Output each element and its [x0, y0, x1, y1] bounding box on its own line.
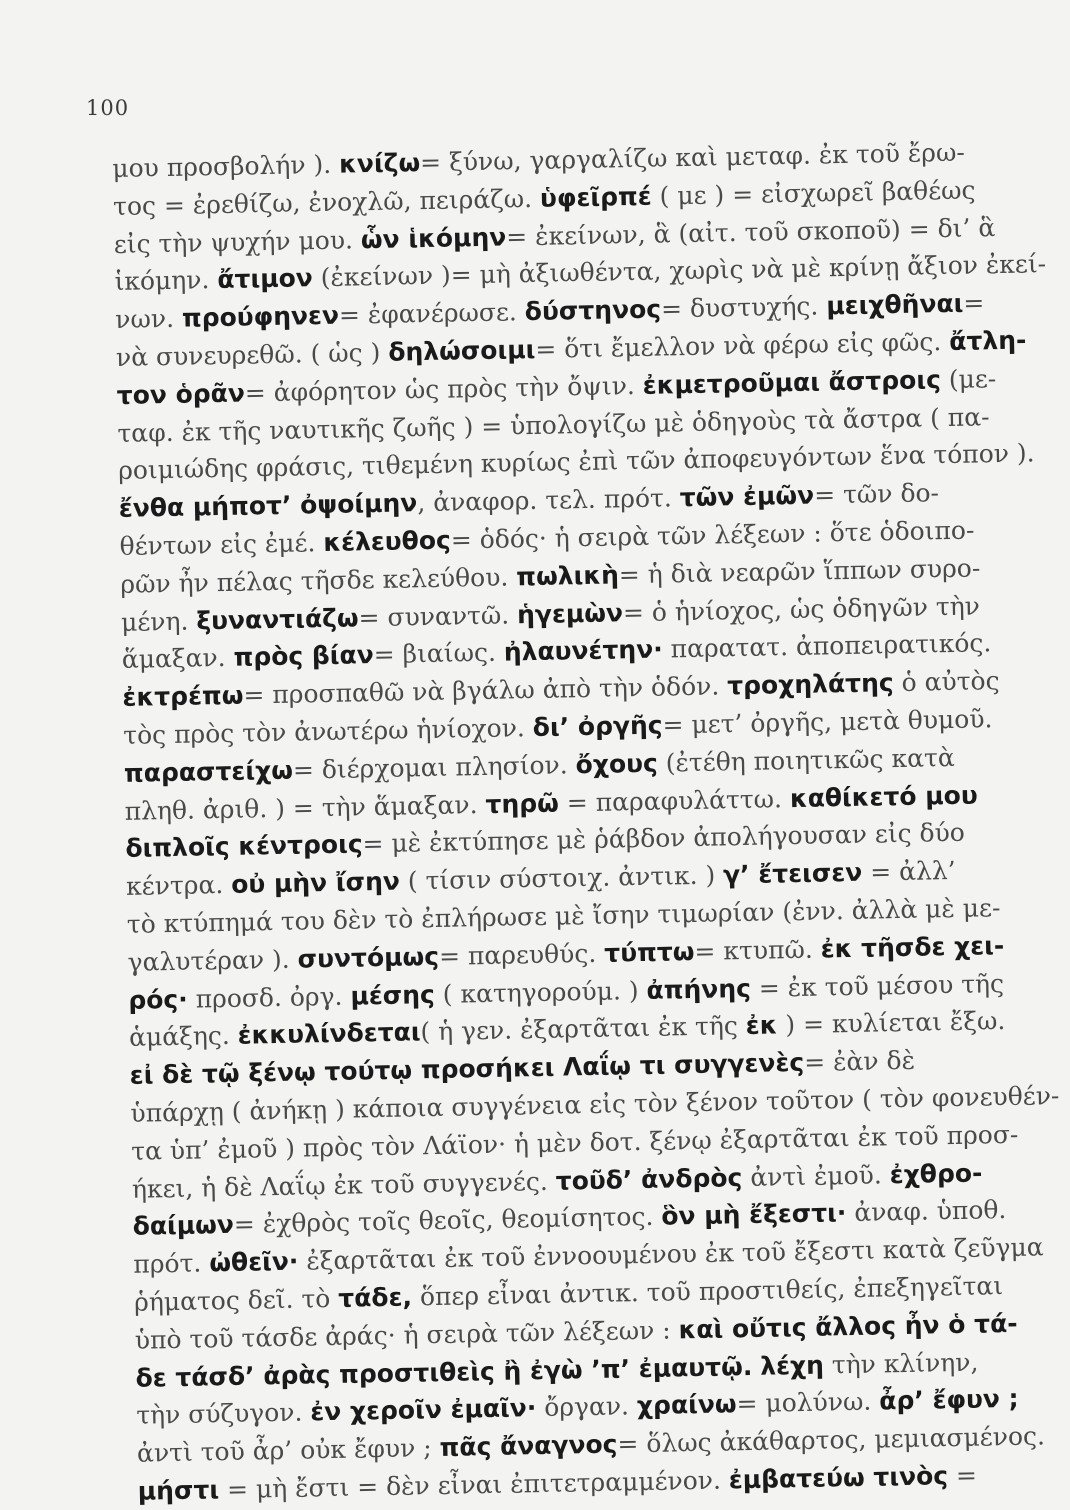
gloss-text: = παρευθύς.: [438, 938, 605, 971]
gloss-text: = μὲ ἐκτύπησε μὲ ῥάβδον ἀπολήγουσαν εἰς δύο: [362, 818, 966, 859]
gloss-text: ὅπερ εἶναι ἀντικ. τοῦ προστιθείς, ἐπεξηγεῖται: [411, 1271, 1004, 1312]
gloss-text: ) = κυλίεται ἔξω.: [777, 1006, 1006, 1040]
headword: δηλώσοιμι: [388, 334, 536, 367]
gloss-text: μου προσβολήν ).: [112, 149, 340, 183]
gloss-text: ἀντὶ τοῦ ἆρ’ οὐκ ἔφυν ;: [136, 1433, 440, 1468]
gloss-text: παρατατ. ἀποπειρατικός.: [662, 628, 992, 664]
headword: ἐκτρέπω: [122, 680, 244, 713]
gloss-text: ταφ. ἐκ τῆς ναυτικῆς ζωῆς ) = ὑπολογίζω μὲ ὁδηγοὺς τὰ ἄστρα ( πα-: [117, 401, 990, 448]
headword: μειχθῆναι: [826, 288, 964, 321]
headword: τῶν ἐμῶν: [679, 480, 815, 513]
gloss-text: = μὴ ἔστι = δὲν εἶναι ἐπιτετραμμένον.: [218, 1465, 730, 1505]
headword: ὑφεῖρπέ: [539, 181, 652, 213]
headword: ἐμβατεύω τινὸς: [728, 1461, 949, 1495]
gloss-text: μένη.: [120, 606, 197, 637]
gloss-text: εἰς τὴν ψυχήν μου.: [113, 224, 362, 259]
headword: τοῦδ’ ἀνδρὸς: [555, 1162, 743, 1196]
headword: δε τάσδ’ ἀρὰς προστιθεὶς ἢ ἐγὼ ’π’ ἐμαυτῷ.: [135, 1351, 753, 1393]
gloss-text: ἀναφ. ὑποθ.: [846, 1195, 1007, 1228]
gloss-text: (ἐκείνων )= μὴ ἀξιωθέντα, χωρὶς νὰ μὲ κρίνῃ ἄξιον ἐκεί-: [312, 249, 1047, 293]
gloss-text: = ὅτι ἔμελλον νὰ φέρω εἰς φῶς.: [535, 326, 950, 364]
gloss-text: = ὁ ἡνίοχος, ὡς ὁδηγῶν τὴν: [622, 590, 981, 627]
headword: εἰ δὲ τῷ ξένῳ τούτῳ προσήκει Λαΐῳ τι συγγενὲς: [129, 1048, 805, 1090]
gloss-text: προσδ. ὀργ.: [187, 981, 351, 1014]
headword: ἄτιμον: [217, 263, 314, 295]
headword: χραίνω: [636, 1389, 737, 1421]
gloss-text: = βιαίως.: [373, 637, 505, 670]
gloss-text: ἐξαρτᾶται ἐκ τοῦ ἐννοουμένου ἐκ τοῦ ἔξεστι κατὰ ζεῦγμα: [298, 1232, 1044, 1276]
headword: τύπτω: [603, 936, 695, 968]
gloss-text: πληθ. ἀριθ. ) = τὴν ἅμαξαν.: [124, 789, 486, 826]
headword: μέσης: [350, 979, 436, 1011]
gloss-text: νων.: [114, 303, 183, 335]
gloss-text: ὑπάρχῃ ( ἀνήκῃ ) κάποια συγγένεια εἰς τὸν ξένον τοῦτον ( τὸν φονευθέν-: [130, 1080, 1060, 1128]
headword: ἔνθα μήποτ’ ὀψοίμην: [118, 488, 418, 524]
gloss-text: = ὁδός· ἡ σειρὰ τῶν λέξεων : ὅτε ὁδοιπο-: [450, 515, 975, 555]
gloss-text: τὴν σύζυγον.: [136, 1397, 311, 1431]
headword: ὠθεῖν·: [209, 1246, 299, 1278]
gloss-text: τὸ κτύπημά του δὲν τὸ ἐπλήρωσε μὲ ἴσην τιμωρίαν (ἐνν. ἀλλὰ μὲ με-: [126, 893, 1001, 939]
gloss-text: = ξύνω, γαργαλίζω καὶ μεταφ. ἐκ τοῦ ἔρω-: [419, 137, 966, 178]
headword: δαίμων: [132, 1210, 235, 1242]
gloss-text: = ἀφόρητον ὡς πρὸς τὴν ὄψιν.: [244, 370, 644, 408]
headword: κνίζω: [338, 148, 421, 179]
glossary-text-block: [112, 133, 1060, 1510]
gloss-text: ( με ) = εἰσχωρεῖ βαθέως: [651, 175, 976, 211]
gloss-text: = προσπαθῶ νὰ βγάλω ἀπὸ τὴν ὁδόν.: [243, 671, 728, 710]
gloss-text: ὑπὸ τοῦ τάσδε ἀράς· ἡ σειρὰ τῶν λέξεων :: [134, 1315, 679, 1355]
gloss-text: θέντων εἰς ἐμέ.: [119, 527, 324, 561]
headword: ἄτλη-: [948, 325, 1027, 356]
gloss-text: ῥήματος δεῖ. τὸ: [133, 1283, 339, 1317]
gloss-text: ὄργαν.: [536, 1391, 638, 1423]
gloss-text: τὸς πρὸς τὸν ἀνωτέρω ἡνίοχον.: [122, 712, 534, 750]
gloss-text: νὰ συνευρεθῶ. ( ὡς ): [115, 337, 389, 372]
gloss-text: τα ὑπ’ ἐμοῦ ) πρὸς τὸν Λάϊον· ἡ μὲν δοτ. ξένῳ ἐξαρτᾶται ἐκ τοῦ προσ-: [130, 1119, 1019, 1166]
headword: τον ὁρᾶν: [116, 378, 246, 410]
gloss-text: = ἐφανέρωσε.: [338, 297, 526, 330]
gloss-text: ( κατηγορούμ. ): [434, 975, 647, 1009]
headword: λέχη: [759, 1350, 825, 1381]
headword: πρὸς βίαν: [233, 640, 375, 673]
gloss-text: κέντρα.: [125, 869, 232, 902]
headword: ἐκ τῆσδε χει-: [820, 930, 1005, 964]
headword: τροχηλάτης: [726, 668, 894, 701]
headword: ἐκ: [745, 1010, 778, 1041]
gloss-text: = συναντῶ.: [358, 599, 518, 632]
headword: ἐκκυλίνδεται: [237, 1017, 421, 1051]
gloss-text: = κτυπῶ.: [694, 934, 822, 966]
headword: ὄχους: [575, 748, 659, 779]
headword: πᾶς ἄναγνος: [439, 1429, 618, 1463]
gloss-text: ροιμιώδης φράσις, τιθεμένη κυρίως ἐπὶ τῶν ἀποφευγόντων ἕνα τόπον ).: [117, 438, 1035, 486]
headword: ἆρ’ ἔφυν ;: [878, 1384, 1019, 1416]
headword: ἠλαυνέτην·: [503, 634, 663, 667]
headword: καθίκετό μου: [789, 780, 978, 813]
gloss-text: ρῶν ἦν πέλας τῆσδε κελεύθου.: [120, 562, 517, 599]
headword: ἐν χεροῖν ἐμαῖν·: [310, 1393, 537, 1427]
headword: συντόμως: [297, 941, 440, 974]
page-number: 100: [86, 96, 130, 120]
headword: πωλικὴ: [515, 560, 620, 592]
gloss-text: ( τίσιν σύστοιχ. ἀντικ. ): [399, 860, 724, 896]
gloss-text: τὴν κλίνην,: [823, 1347, 979, 1380]
gloss-text: =: [963, 288, 985, 318]
gloss-text: (ἐτέθη ποιητικῶς κατὰ: [657, 742, 955, 778]
headword: ξυναντιάζω: [196, 602, 359, 636]
gloss-text: = τῶν δο-: [813, 478, 940, 510]
gloss-text: = μολύνω.: [736, 1386, 880, 1419]
gloss-text: ήκει, ἡ δὲ Λαΐῳ ἐκ τοῦ συγγενές.: [131, 1166, 556, 1204]
gloss-text: = ἐχθρὸς τοῖς θεοῖς, θεομίσητος.: [233, 1201, 662, 1240]
headword: ἐχθρο-: [889, 1157, 983, 1189]
headword: ρός·: [128, 984, 188, 1015]
gloss-text: γαλυτέραν ).: [127, 944, 298, 977]
gloss-text: τος = ἐρεθίζω, ἐνοχλῶ, πειράζω.: [112, 183, 541, 221]
headword: μήστι: [137, 1475, 220, 1506]
headword: οὐ μὴν ἴσην: [230, 866, 401, 899]
gloss-text: πρότ.: [133, 1248, 210, 1279]
headword: καὶ οὔτις ἄλλος ἦν ὁ τά-: [678, 1308, 1018, 1345]
headword: τηρῶ: [485, 788, 560, 819]
gloss-text: ἁμάξης.: [128, 1021, 238, 1053]
gloss-text: , ἀναφορ. τελ. πρότ.: [417, 483, 680, 518]
headword: ἀπήνης: [646, 973, 752, 1005]
gloss-text: = ἐκείνων, ἃ (αἰτ. τοῦ σκοποῦ) = δι’ ἃ: [505, 212, 996, 252]
gloss-text: = δυστυχής.: [660, 291, 827, 324]
gloss-text: ἱκόμην.: [114, 265, 218, 297]
headword: ἐκμετροῦμαι ἄστροις: [642, 364, 942, 400]
gloss-text: (με-: [940, 363, 997, 394]
gloss-text: = ἐκ τοῦ μέσου τῆς: [750, 968, 1005, 1003]
gloss-text: ( ἡ γεν. ἐξαρτᾶται ἐκ τῆς: [420, 1011, 747, 1047]
gloss-text: = ἐὰν δὲ: [803, 1045, 916, 1078]
gloss-text: = ἀλλ’: [862, 856, 956, 887]
gloss-text: = μετ’ ὀργῆς, μετὰ θυμοῦ.: [662, 704, 993, 740]
headword: παραστείχω: [123, 755, 294, 788]
gloss-text: ἀντὶ ἐμοῦ.: [742, 1159, 891, 1192]
gloss-text: = διέρχομαι πλησίον.: [292, 749, 576, 785]
headword: γ’ ἔτεισεν: [722, 857, 863, 890]
headword: διπλοῖς κέντροις: [125, 829, 363, 864]
gloss-text: =: [947, 1460, 978, 1491]
headword: κέλευθος: [323, 525, 452, 557]
headword: δι’ ὀργῆς: [532, 710, 663, 742]
headword: προύφηνεν: [181, 300, 340, 333]
gloss-text: ὁ αὐτὸς: [893, 666, 1000, 698]
headword: δύστηνος: [524, 294, 662, 327]
gloss-text: ἅμαξαν.: [121, 643, 234, 675]
headword: τάδε,: [337, 1282, 413, 1313]
gloss-text: = ὅλως ἀκάθαρτος, μεμιασμένος.: [617, 1421, 1046, 1459]
headword: ὃν μὴ ἔξεστι·: [661, 1198, 847, 1231]
gloss-text: = ἡ διὰ νεαρῶν ἵππων συρο-: [618, 553, 981, 590]
gloss-text: = παραφυλάττω.: [558, 783, 791, 818]
headword: ἡγεμὼν: [516, 597, 624, 629]
headword: ὧν ἱκόμην: [360, 222, 507, 254]
